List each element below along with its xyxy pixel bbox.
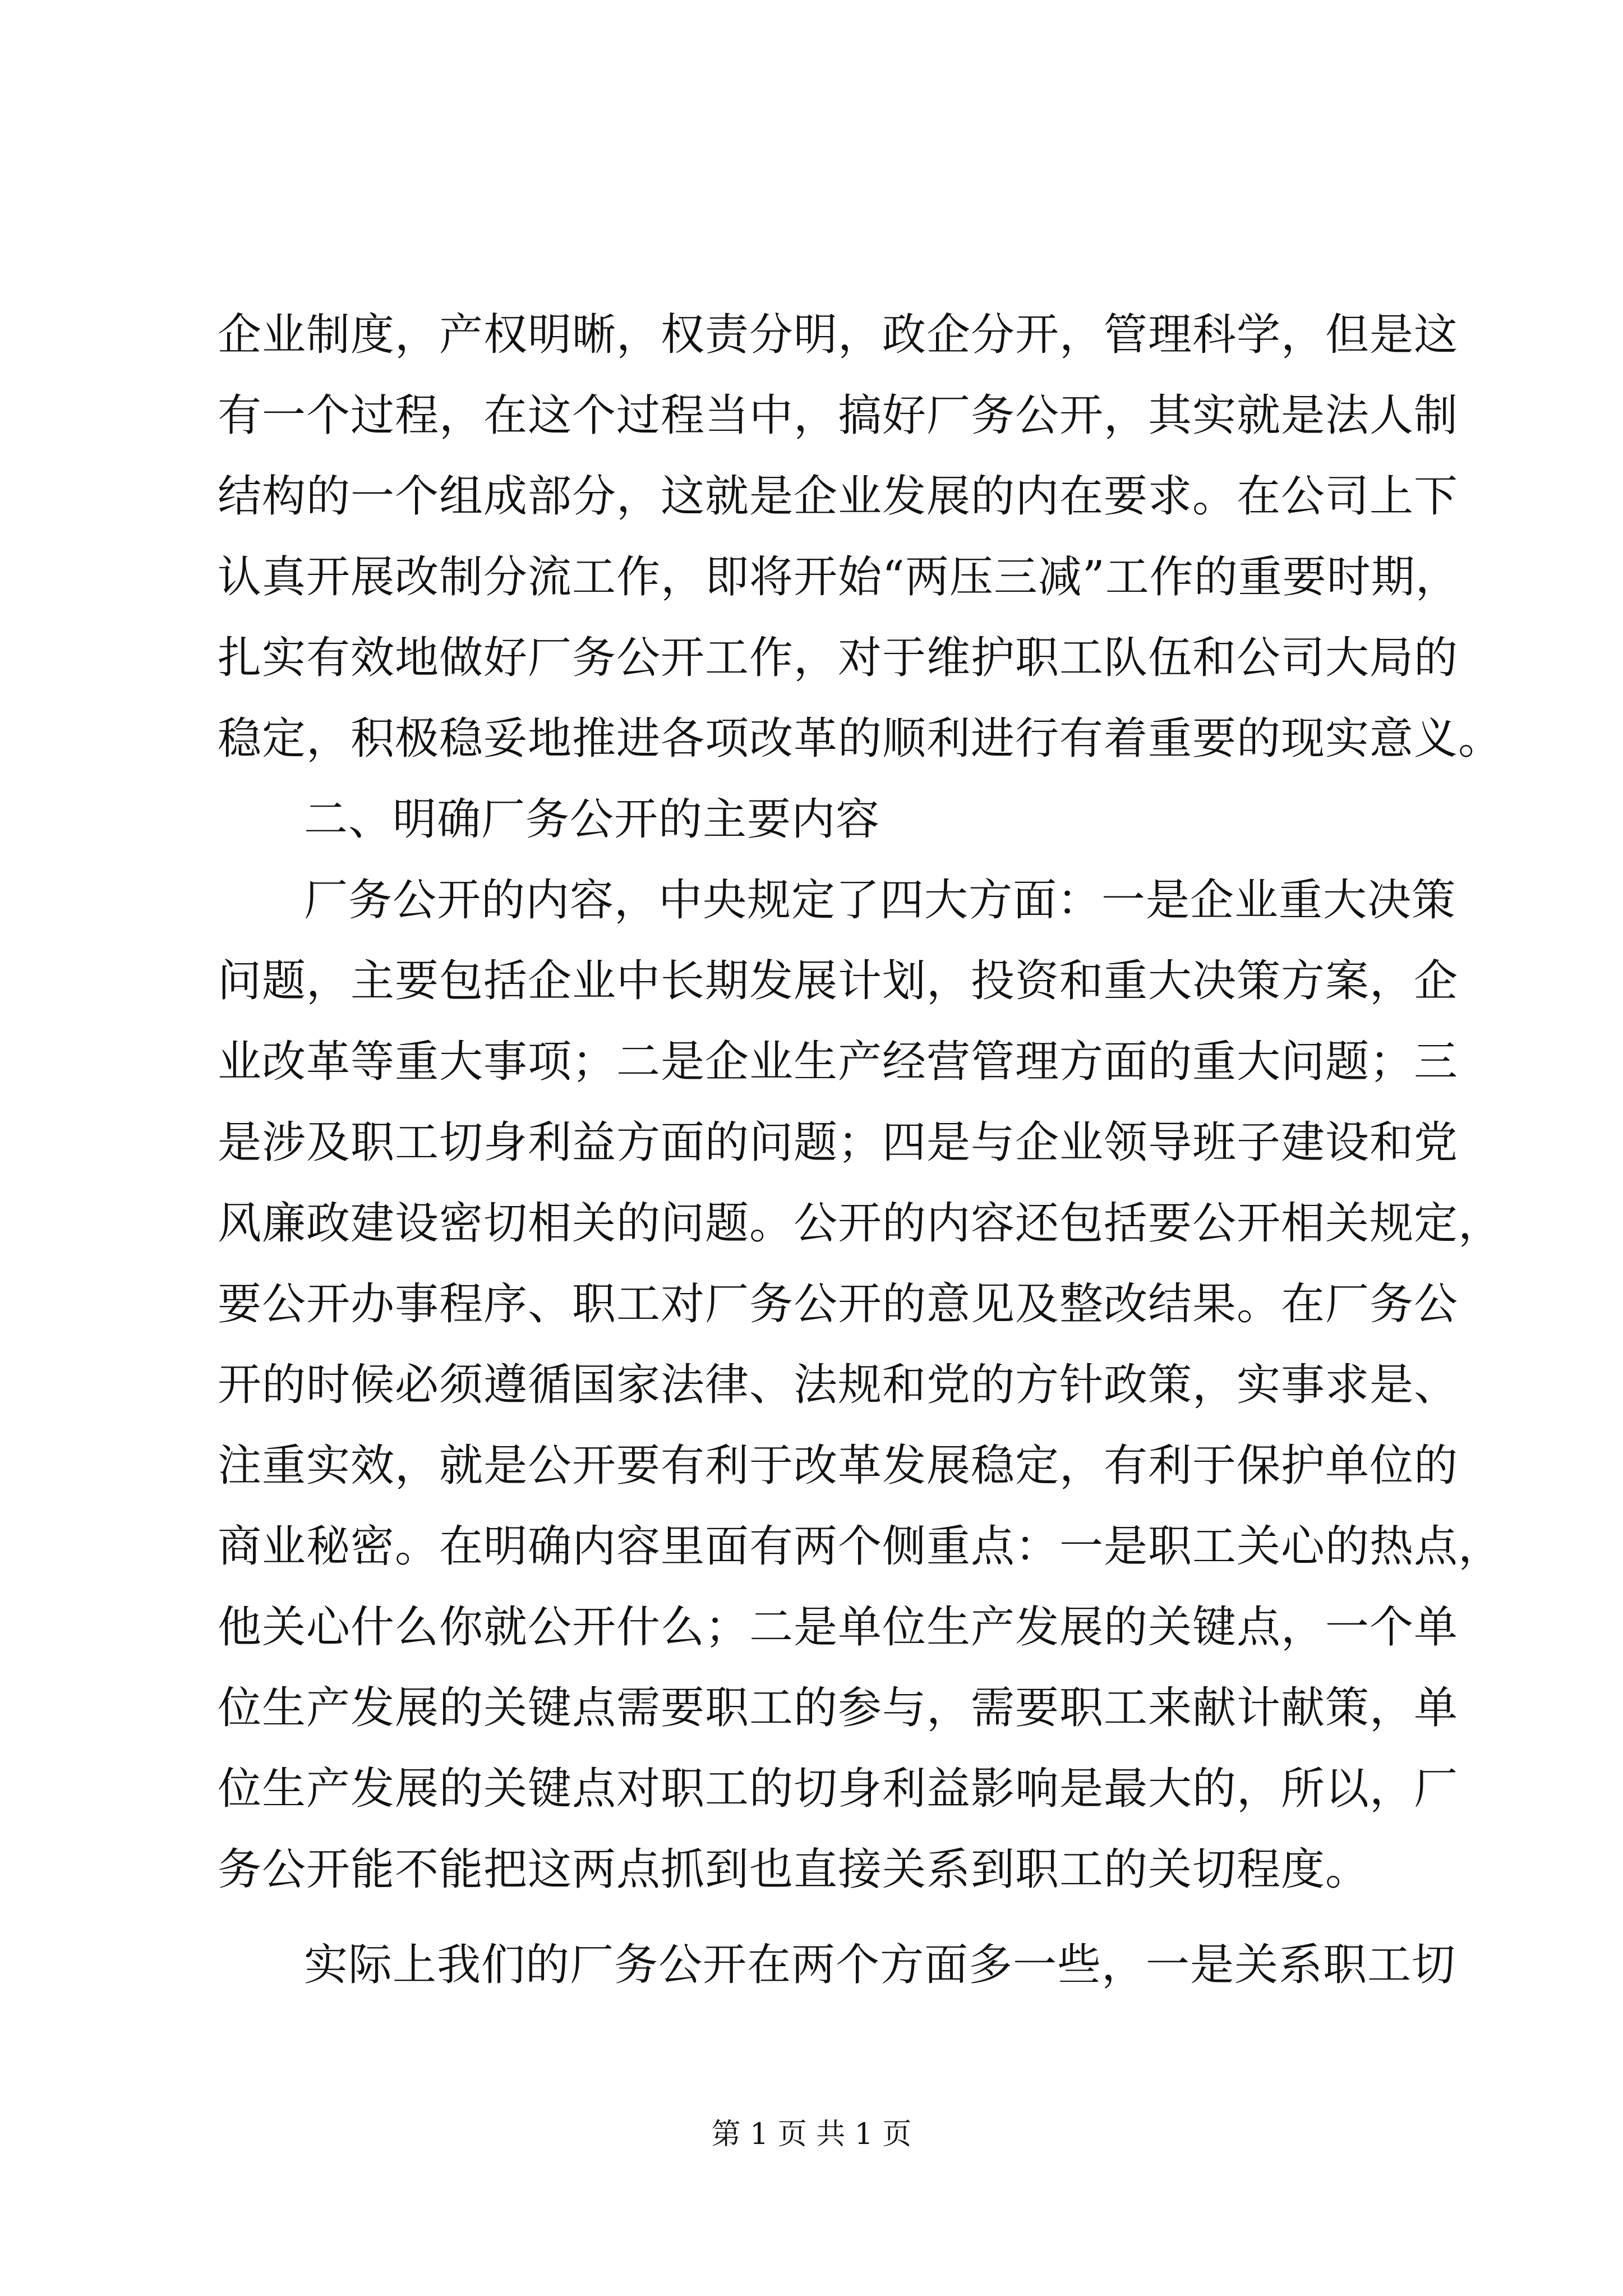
- text-line: 有一个过程，在这个过程当中，搞好厂务公开，其实就是法人制: [218, 390, 1459, 441]
- section-heading: [218, 779, 1423, 860]
- page-footer: 第 1 页 共 1 页: [711, 2118, 912, 2151]
- text-line: 扎实有效地做好厂务公开工作，对于维护职工队伍和公司大局的: [218, 633, 1459, 683]
- text-line: 要公开办事程序、职工对厂务公开的意见及整改结果。在厂务公: [218, 1279, 1459, 1329]
- text-line: 是涉及职工切身利益方面的问题；四是与企业领导班子建设和党: [218, 1117, 1459, 1168]
- text-line: 稳定，积极稳妥地推进各项改革的顺利进行有着重要的现实意义。: [218, 714, 1503, 764]
- text-line: 问题，主要包括企业中长期发展计划，投资和重大决策方案，企: [218, 956, 1459, 1006]
- text-line: 业改革等重大事项；二是企业生产经营管理方面的重大问题；三: [218, 1037, 1459, 1087]
- text-line: 位生产发展的关键点对职工的切身利益影响是最大的，所以，厂: [218, 1764, 1459, 1814]
- text-line: 注重实效，就是公开要有利于改革发展稳定，有利于保护单位的: [218, 1441, 1459, 1491]
- text-line: 风廉政建设密切相关的问题。公开的内容还包括要公开相关规定，: [218, 1198, 1503, 1249]
- text-line: 实际上我们的厂务公开在两个方面多一些，一是关系职工切: [304, 1940, 1456, 1990]
- text-line: 商业秘密。在明确内容里面有两个侧重点：一是职工关心的热点，: [218, 1521, 1503, 1572]
- text-line: 开的时候必须遵循国家法律、法规和党的方针政策，实事求是、: [218, 1360, 1459, 1410]
- paragraph-3: [218, 1925, 1456, 2005]
- text-line: 他关心什么你就公开什么；二是单位生产发展的关键点，一个单: [218, 1602, 1459, 1653]
- text-line: 厂务公开的内容，中央规定了四大方面：一是企业重大决策: [304, 875, 1456, 926]
- text-line: 务公开能不能把这两点抓到也直接关系到职工的关切程度。: [218, 1844, 1370, 1895]
- text-line: 企业制度，产权明晰，权责分明，政企分开，管理科学，但是这: [218, 310, 1459, 360]
- section-heading-text: 二、明确厂务公开的主要内容: [304, 794, 880, 845]
- text-line: 认真开展改制分流工作，即将开始“两压三减”工作的重要时期，: [218, 552, 1460, 602]
- text-line: 位生产发展的关键点需要职工的参与，需要职工来献计献策，单: [218, 1683, 1459, 1733]
- text-line: 结构的一个组成部分，这就是企业发展的内在要求。在公司上下: [218, 471, 1459, 522]
- document-body: [218, 295, 1503, 2005]
- paragraph-1: [218, 295, 1503, 779]
- paragraph-2: [218, 860, 1503, 1910]
